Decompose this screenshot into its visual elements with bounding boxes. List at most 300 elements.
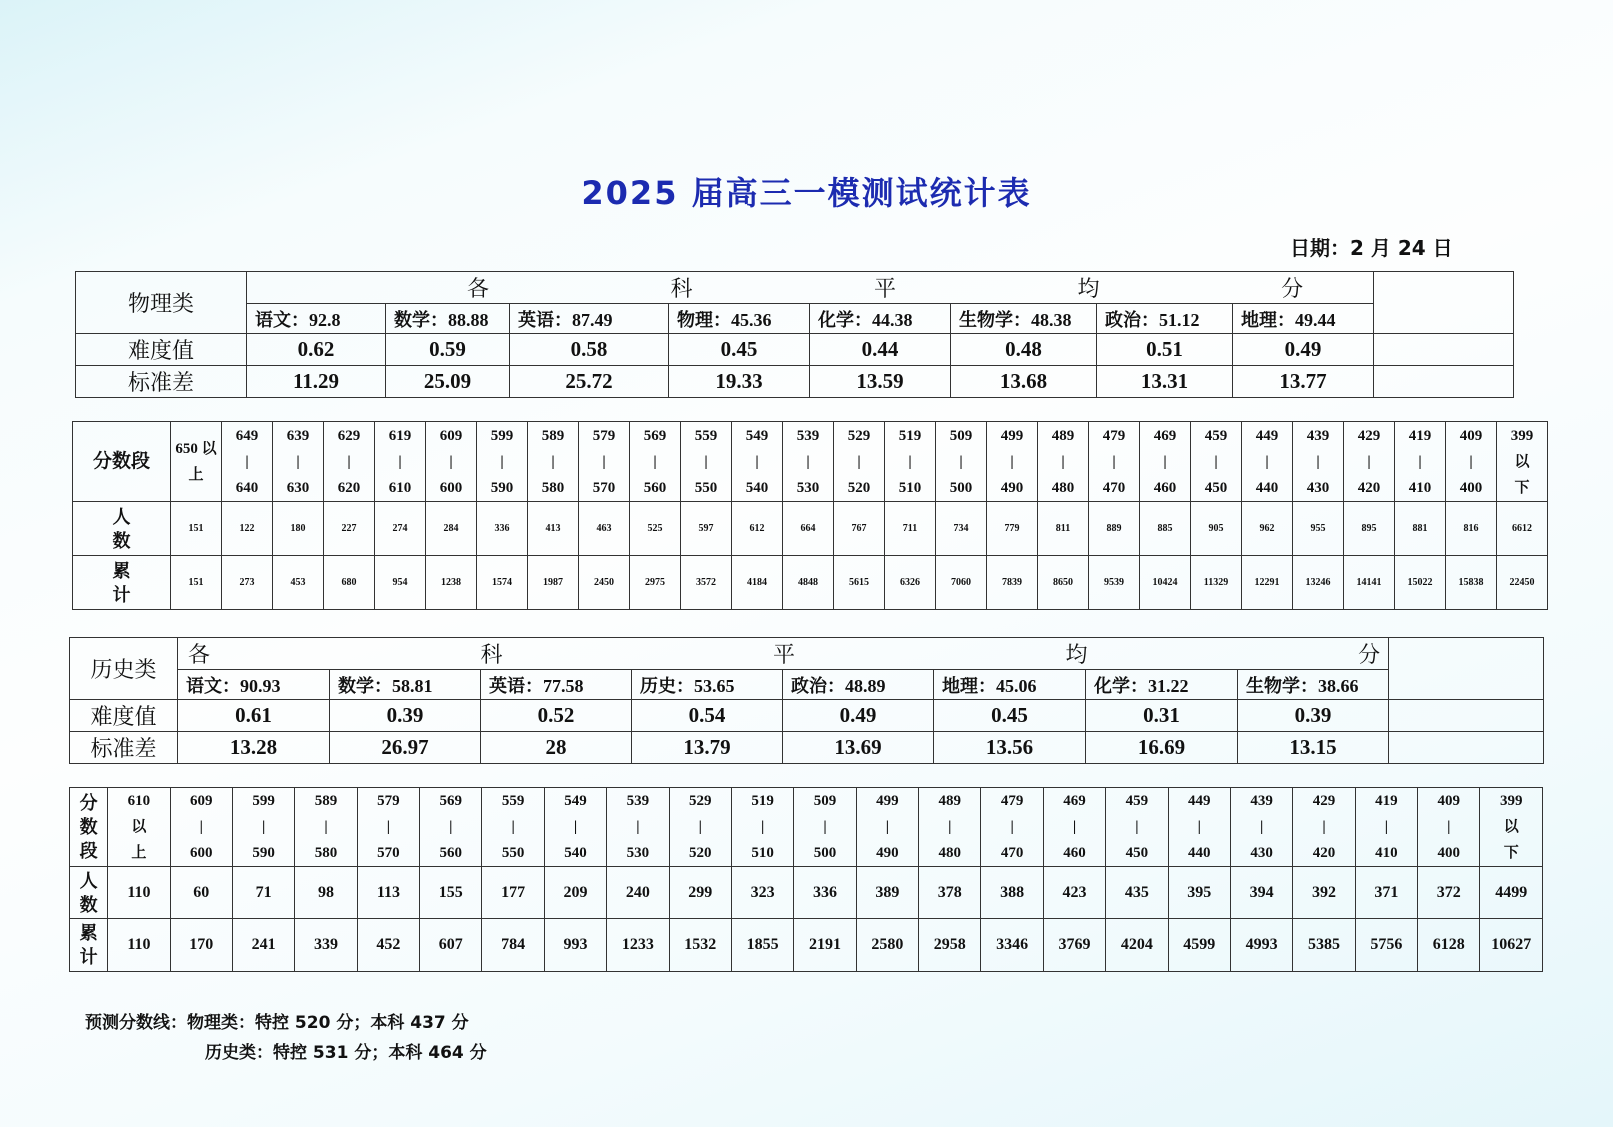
score-range-part: 569: [643, 427, 667, 444]
stddev-value: 13.31: [1097, 366, 1233, 398]
cumulative-count: 151: [171, 556, 222, 610]
student-count: 525: [630, 502, 681, 556]
score-range: [1293, 422, 1344, 502]
score-range-part: |: [823, 819, 827, 835]
score-range-part: |: [347, 453, 351, 470]
avg-header-char: 分: [1281, 276, 1304, 301]
score-range-part: 530: [796, 479, 820, 496]
stddev-value: 13.68: [951, 366, 1097, 398]
cumulative-count: 5756: [1355, 919, 1417, 972]
score-range: [1395, 422, 1446, 502]
score-range-part: 519: [751, 793, 774, 809]
score-range: [1230, 788, 1292, 867]
score-range: [477, 422, 528, 502]
score-range-part: |: [1469, 453, 1473, 470]
cumulative-count: 22450: [1497, 556, 1548, 610]
score-range-part: 580: [314, 845, 338, 861]
cumulative-count: 110: [108, 919, 170, 972]
stddev-value: 13.69: [783, 732, 934, 764]
cumulative-count: 14141: [1344, 556, 1395, 610]
student-count: 372: [1418, 867, 1480, 919]
score-range-part: 以: [1503, 819, 1519, 835]
cumulative-count: 273: [222, 556, 273, 610]
student-count: 209: [544, 867, 606, 919]
score-range: [232, 788, 294, 867]
score-range-part: 550: [694, 479, 718, 496]
difficulty-value: 0.39: [330, 700, 481, 732]
score-range-part: 460: [1153, 479, 1177, 496]
subject-average: 化学：44.38: [810, 304, 951, 334]
stddev-value: 16.69: [1086, 732, 1238, 764]
score-range-part: |: [602, 453, 606, 470]
difficulty-value: 0.49: [783, 700, 934, 732]
student-count: 60: [170, 867, 232, 919]
label-char: 数: [79, 817, 98, 837]
student-count: 388: [981, 867, 1043, 919]
score-range-part: |: [386, 819, 391, 835]
score-range: [357, 788, 419, 867]
student-count: 227: [324, 502, 375, 556]
difficulty-value: 0.51: [1097, 334, 1233, 366]
score-range-part: 430: [1306, 479, 1330, 496]
history-average-table: [69, 637, 1544, 764]
cumulative-count: 9539: [1089, 556, 1140, 610]
history-category-label: 历史类: [70, 638, 178, 700]
student-count: 389: [856, 867, 918, 919]
score-range-part: |: [948, 819, 952, 835]
stddev-value: 28: [481, 732, 632, 764]
cumulative-count: 607: [420, 919, 482, 972]
subject-average: 数学：88.88: [386, 304, 510, 334]
student-count: 435: [1106, 867, 1168, 919]
score-range: [1106, 788, 1168, 867]
score-range-part: |: [653, 453, 657, 470]
score-range: [375, 422, 426, 502]
score-range-part: 649: [235, 427, 259, 444]
subject-average: 语文：90.93: [178, 670, 330, 700]
score-range-part: 639: [286, 427, 310, 444]
score-range-part: 410: [1375, 845, 1398, 861]
score-range: [1038, 422, 1089, 502]
subject-average: 英语：87.49: [510, 304, 669, 334]
score-range-part: |: [511, 819, 515, 835]
avg-header-char: 各: [188, 642, 211, 667]
score-range-part: 500: [813, 845, 837, 861]
label-char: 累: [79, 923, 98, 943]
difficulty-value: 0.58: [510, 334, 669, 366]
cumulative-count: 15022: [1395, 556, 1446, 610]
student-count: 664: [783, 502, 834, 556]
subject-average: 生物学：48.38: [951, 304, 1097, 334]
score-range-part: 560: [643, 479, 667, 496]
label-char: 人: [79, 870, 98, 891]
score-range-part: |: [262, 819, 266, 835]
cumulative-count: 8650: [1038, 556, 1089, 610]
score-range-part: 539: [626, 793, 650, 809]
score-range: [919, 788, 981, 867]
score-range-part: 549: [745, 427, 769, 444]
score-range-part: |: [1418, 453, 1422, 470]
history-avg-header: [178, 638, 1389, 670]
score-range-part: 400: [1437, 845, 1461, 861]
score-range-part: 630: [286, 479, 310, 496]
score-range-part: |: [761, 819, 765, 835]
cumulative-count: 5385: [1293, 919, 1355, 972]
score-range-part: 399: [1510, 427, 1534, 444]
score-range-part: 469: [1153, 427, 1177, 444]
score-range: [1497, 422, 1548, 502]
history-difficulty-label: 难度值: [70, 700, 178, 732]
subject-average: 地理：49.44: [1233, 304, 1374, 334]
cumulative-count: 7839: [987, 556, 1038, 610]
score-range-part: 470: [1000, 845, 1024, 861]
score-range-part: 620: [337, 479, 361, 496]
score-range: [1191, 422, 1242, 502]
score-range-part: |: [908, 453, 912, 470]
difficulty-value: 0.62: [247, 334, 386, 366]
student-count: 816: [1446, 502, 1497, 556]
student-count: 612: [732, 502, 783, 556]
physics-cumulative-label: [73, 556, 171, 610]
cumulative-count: 3769: [1043, 919, 1105, 972]
avg-header-char: 均: [1077, 276, 1100, 301]
score-range: [669, 788, 731, 867]
score-range-part: 489: [1051, 427, 1075, 444]
score-range-part: |: [1010, 819, 1014, 835]
score-range-part: 519: [898, 427, 922, 444]
cumulative-count: 784: [482, 919, 544, 972]
student-count: 955: [1293, 502, 1344, 556]
score-range: [981, 788, 1043, 867]
student-count: 962: [1242, 502, 1293, 556]
score-range: [1242, 422, 1293, 502]
cumulative-count: 2450: [579, 556, 630, 610]
score-range: [630, 422, 681, 502]
score-range: [783, 422, 834, 502]
score-range: [1344, 422, 1395, 502]
score-range-part: 449: [1188, 793, 1211, 809]
student-count: 885: [1140, 502, 1191, 556]
score-range-part: 以: [131, 819, 147, 835]
cumulative-count: 2958: [919, 919, 981, 972]
subject-average: 地理：45.06: [934, 670, 1086, 700]
label-char: 计: [112, 584, 131, 605]
score-range-part: 500: [949, 479, 973, 496]
score-range-part: 569: [439, 793, 463, 809]
score-range-part: 580: [541, 479, 565, 496]
score-range-part: 上: [188, 466, 204, 483]
stddev-value: 13.77: [1233, 366, 1374, 398]
cumulative-count: 6326: [885, 556, 936, 610]
score-range-part: 540: [745, 479, 769, 496]
student-count: 274: [375, 502, 426, 556]
score-range-part: 529: [689, 793, 712, 809]
score-range-part: |: [698, 819, 702, 835]
score-range-part: 609: [190, 793, 213, 809]
predicted-score-lines: [85, 1008, 487, 1068]
score-range: [579, 422, 630, 502]
subject-average: 物理：45.36: [669, 304, 810, 334]
score-range-part: 560: [439, 845, 463, 861]
score-range-part: 610: [388, 479, 412, 496]
score-range-part: 479: [1102, 427, 1126, 444]
avg-header-char: 平: [773, 642, 796, 667]
history-range-label: [70, 788, 108, 867]
score-range-part: 410: [1408, 479, 1432, 496]
cumulative-count: 4204: [1106, 919, 1168, 972]
score-range-part: |: [1265, 453, 1269, 470]
physics-difficulty-label: 难度值: [76, 334, 247, 366]
score-range-part: |: [1316, 453, 1320, 470]
score-range-part: 420: [1312, 845, 1336, 861]
cumulative-count: 4599: [1168, 919, 1230, 972]
student-count: 299: [669, 867, 731, 919]
score-range: [273, 422, 324, 502]
label-char: 人: [112, 506, 131, 527]
cumulative-count: 1238: [426, 556, 477, 610]
score-range-part: 479: [1000, 793, 1024, 809]
student-count: 155: [420, 867, 482, 919]
score-range-part: 579: [377, 793, 400, 809]
empty-cell: [1389, 732, 1544, 764]
cumulative-count: 2975: [630, 556, 681, 610]
score-range: [544, 788, 606, 867]
score-range: [987, 422, 1038, 502]
cumulative-count: 4993: [1230, 919, 1292, 972]
score-range: [681, 422, 732, 502]
stddev-value: 19.33: [669, 366, 810, 398]
subject-average: 历史：53.65: [632, 670, 783, 700]
student-count: 463: [579, 502, 630, 556]
score-range-part: |: [1072, 819, 1077, 835]
score-range-part: 510: [898, 479, 922, 496]
score-range: [108, 788, 170, 867]
cumulative-count: 1532: [669, 919, 731, 972]
cumulative-count: 11329: [1191, 556, 1242, 610]
stddev-value: 25.09: [386, 366, 510, 398]
student-count: 881: [1395, 502, 1446, 556]
score-range-part: |: [1322, 819, 1326, 835]
score-range: [1168, 788, 1230, 867]
cumulative-count: 4848: [783, 556, 834, 610]
score-range-part: 609: [439, 427, 463, 444]
score-range-part: |: [551, 453, 555, 470]
score-range-part: 589: [541, 427, 565, 444]
score-range-part: 400: [1459, 479, 1483, 496]
cumulative-count: 10627: [1480, 919, 1543, 972]
label-char: 计: [79, 947, 98, 967]
student-count: 98: [295, 867, 357, 919]
score-range-part: 409: [1437, 793, 1461, 809]
score-range-part: |: [1135, 819, 1139, 835]
student-count: 371: [1355, 867, 1417, 919]
student-count: 734: [936, 502, 987, 556]
score-range-part: 520: [689, 845, 712, 861]
stddev-value: 13.28: [178, 732, 330, 764]
score-range-part: 439: [1250, 793, 1273, 809]
score-range-part: 530: [626, 845, 650, 861]
empty-cell: [1374, 334, 1514, 366]
score-range-part: 459: [1204, 427, 1228, 444]
avg-header-char: 科: [670, 276, 693, 301]
score-range: [834, 422, 885, 502]
score-range-part: 570: [377, 845, 400, 861]
score-range-part: |: [1010, 453, 1014, 470]
score-range-part: 470: [1102, 479, 1126, 496]
score-range-part: |: [1197, 819, 1201, 835]
score-range: [295, 788, 357, 867]
subject-average: 数学：58.81: [330, 670, 481, 700]
score-range: [1446, 422, 1497, 502]
subject-average: 英语：77.58: [481, 670, 632, 700]
cumulative-count: 5615: [834, 556, 885, 610]
student-count: 71: [232, 867, 294, 919]
score-range-part: |: [1260, 819, 1264, 835]
student-count: 423: [1043, 867, 1105, 919]
score-range-part: 610: [127, 793, 151, 809]
score-range: [794, 788, 856, 867]
cumulative-count: 170: [170, 919, 232, 972]
label-char: 数: [112, 530, 131, 551]
empty-cell: [1374, 272, 1514, 334]
footer-line-history: 历史类：特控 531 分；本科 464 分: [205, 1043, 487, 1063]
student-count: 811: [1038, 502, 1089, 556]
subject-average: 化学：31.22: [1086, 670, 1238, 700]
score-range-part: 529: [847, 427, 871, 444]
history-distribution-table: [69, 787, 1543, 972]
score-range: [324, 422, 375, 502]
difficulty-value: 0.48: [951, 334, 1097, 366]
score-range-part: 429: [1357, 427, 1381, 444]
score-range: [936, 422, 987, 502]
score-range-part: 599: [490, 427, 514, 444]
score-range-part: |: [755, 453, 759, 470]
cumulative-count: 452: [357, 919, 419, 972]
score-range-part: 549: [564, 793, 587, 809]
score-range: [482, 788, 544, 867]
cumulative-count: 680: [324, 556, 375, 610]
physics-stddev-label: 标准差: [76, 366, 247, 398]
score-range: [1293, 788, 1355, 867]
cumulative-count: 954: [375, 556, 426, 610]
stddev-value: 26.97: [330, 732, 481, 764]
subject-average: 生物学：38.66: [1238, 670, 1389, 700]
cumulative-count: 15838: [1446, 556, 1497, 610]
score-range-part: 460: [1063, 845, 1086, 861]
score-range-part: 459: [1125, 793, 1149, 809]
score-range-part: |: [449, 453, 453, 470]
cumulative-count: 339: [295, 919, 357, 972]
subject-average: 政治：48.89: [783, 670, 934, 700]
student-count: 6612: [1497, 502, 1548, 556]
physics-avg-header: [247, 272, 1374, 304]
score-range-part: 440: [1255, 479, 1279, 496]
student-count: 378: [919, 867, 981, 919]
student-count: 392: [1293, 867, 1355, 919]
score-range-part: 439: [1306, 427, 1330, 444]
date-label: 日期：2 月 24 日: [1290, 236, 1453, 260]
score-range: [1418, 788, 1480, 867]
cumulative-count: 3572: [681, 556, 732, 610]
student-count: 905: [1191, 502, 1242, 556]
score-range-part: |: [959, 453, 963, 470]
score-range: [731, 788, 793, 867]
score-range: [1355, 788, 1417, 867]
student-count: 336: [477, 502, 528, 556]
student-count: 323: [731, 867, 793, 919]
score-range-part: |: [1384, 819, 1389, 835]
footer-line-physics: 预测分数线：物理类：特控 520 分；本科 437 分: [85, 1013, 469, 1033]
empty-cell: [1374, 366, 1514, 398]
subject-average: 政治：51.12: [1097, 304, 1233, 334]
student-count: 284: [426, 502, 477, 556]
difficulty-value: 0.52: [481, 700, 632, 732]
difficulty-value: 0.49: [1233, 334, 1374, 366]
score-range: [856, 788, 918, 867]
student-count: 177: [482, 867, 544, 919]
score-range-part: 399: [1499, 793, 1523, 809]
history-stddev-label: 标准差: [70, 732, 178, 764]
cumulative-count: 4184: [732, 556, 783, 610]
score-range-part: 600: [439, 479, 463, 496]
score-range: [420, 788, 482, 867]
avg-header-char: 均: [1065, 642, 1088, 667]
avg-header-char: 各: [467, 276, 490, 301]
score-range-part: 540: [564, 845, 587, 861]
cumulative-count: 12291: [1242, 556, 1293, 610]
cumulative-count: 1233: [607, 919, 669, 972]
score-range-part: 590: [252, 845, 275, 861]
score-range-part: 510: [751, 845, 774, 861]
difficulty-value: 0.45: [934, 700, 1086, 732]
score-range-part: 520: [847, 479, 871, 496]
score-range-part: 449: [1255, 427, 1279, 444]
physics-average-table: [75, 271, 1514, 398]
difficulty-value: 0.61: [178, 700, 330, 732]
label-char: 段: [79, 841, 98, 861]
score-range-part: 440: [1188, 845, 1211, 861]
score-range-part: 490: [876, 845, 899, 861]
score-range-part: |: [1163, 453, 1167, 470]
score-range-part: |: [1112, 453, 1116, 470]
score-range-part: 619: [388, 427, 412, 444]
label-char: 数: [79, 894, 98, 915]
difficulty-value: 0.44: [810, 334, 951, 366]
cumulative-count: 2580: [856, 919, 918, 972]
score-range-part: 430: [1250, 845, 1273, 861]
score-range-part: 590: [490, 479, 514, 496]
score-range-part: 509: [949, 427, 973, 444]
score-range: [885, 422, 936, 502]
student-count: 336: [794, 867, 856, 919]
score-range-part: 419: [1375, 793, 1398, 809]
score-range-part: |: [1214, 453, 1218, 470]
score-range: [607, 788, 669, 867]
score-range-part: 589: [314, 793, 338, 809]
score-range: [171, 422, 222, 502]
score-range-part: 650 以: [175, 440, 217, 457]
score-range-part: 539: [796, 427, 820, 444]
student-count: 113: [357, 867, 419, 919]
score-range: [1043, 788, 1105, 867]
score-range-part: |: [885, 819, 890, 835]
score-range-part: |: [1367, 453, 1371, 470]
score-range-part: |: [500, 453, 504, 470]
score-range-part: |: [245, 453, 249, 470]
cumulative-count: 10424: [1140, 556, 1191, 610]
student-count: 711: [885, 502, 936, 556]
score-range-part: |: [1061, 453, 1065, 470]
